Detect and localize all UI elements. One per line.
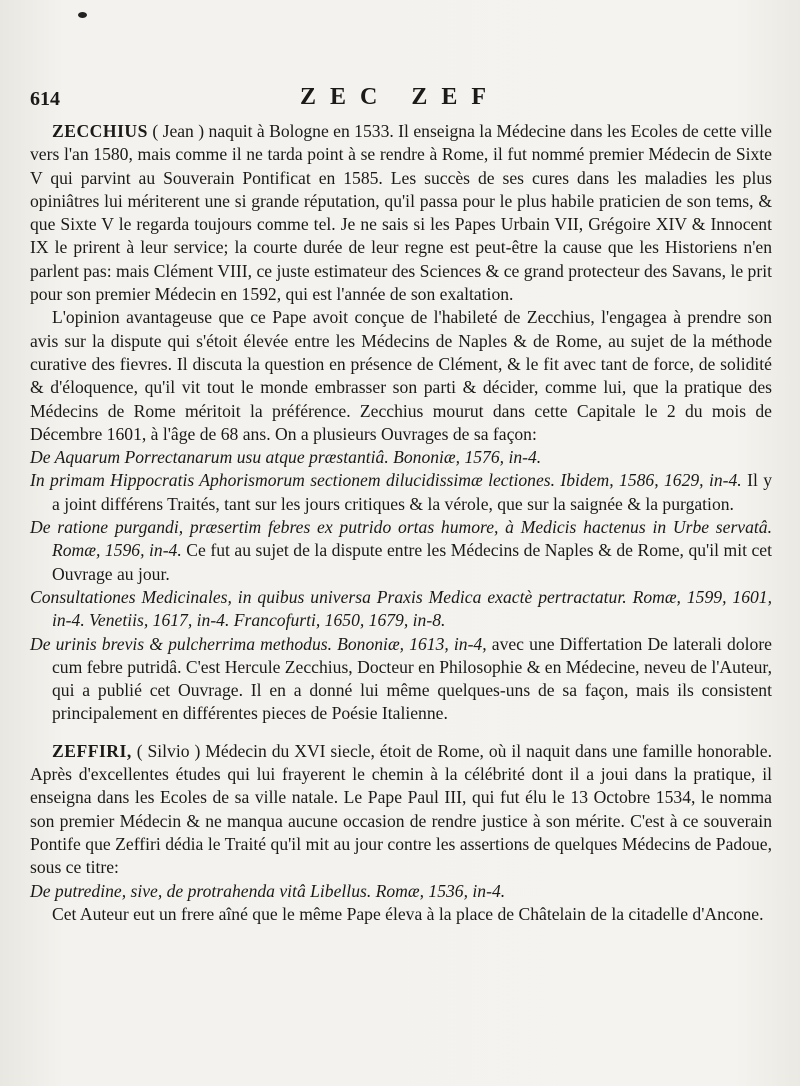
entry-paragraph: L'opinion avantageuse que ce Pape avoit conçue de l'habileté de Zecchius, l'engagea à prendre son avis sur la dispute qui s'étoit élevée entre les Médecins de Naples & de Rome, au sujet de la méthode curative des fievres. Il discuta la question en présence de Clément, & le fit avec tant de force, de solidité & d'éloquence, qu'il vit tout le monde embrasser son parti & décider, comme lui, que la pratique des Médecins de Rome méritoit la préférence. Zecchius mourut dans cette Capitale le 2 du mois de Décembre 1601, à l'âge de 68 ans. On a plusieurs Ouvrages de sa façon:: [30, 307, 772, 444]
work-item: [30, 446, 772, 469]
work-title: In primam Hippocratis Aphorismorum sectionem dilucidissimæ lectiones. Ibidem, 1586, 1629, in-4.: [30, 470, 742, 491]
entry-text: ( Jean ) naquit à Bologne en 1533. Il enseigna la Médecine dans les Ecoles de cette ville vers l'an 1580, mais comme il ne tarda point à se rendre à Rome, il fut nommé premier Médecin de Sixte V qui parvint au Souverain Pontificat en 1585. Les succès de ses cures dans les maladies les plus opiniâtres lui mériterent une si grande réputation, qu'il passa pour le plus habile praticien de son tems, & que Sixte V le regarda toujours comme tel. Je ne sais si les Papes Urbain VII, Grégoire XIV & Innocent IX le prirent à leur service; la courte durée de leur regne est peut-être la cause que les Historiens n'en parlent pas: mais Clément VIII, ce juste estimateur des Sciences & ce grand protecteur des Savans, le prit pour son premier Médecin en 1592, qui est l'année de son exaltation.: [30, 121, 772, 305]
work-item: [30, 469, 772, 516]
entry-closing: Cet Auteur eut un frere aîné que le même Pape éleva à la place de Châtelain de la citadelle d'Ancone.: [52, 903, 764, 924]
work-title: De putredine, sive, de protrahenda vitâ Libellus. Romæ, 1536, in-4.: [30, 880, 506, 901]
page-number: 614: [30, 88, 60, 110]
work-title: De ratione purgandi, præsertim febres ex putrido ortas humore, à Medicis hactenus in Urbe servatâ. Romæ, 1596, in-4.: [30, 517, 772, 561]
work-title: De urinis brevis & pulcherrima methodus. Bononiæ, 1613, in-4,: [30, 633, 487, 654]
work-title: De Aquarum Porrectanarum usu atque præstantiâ. Bononiæ, 1576, in-4.: [30, 447, 542, 468]
page-header: [30, 84, 770, 114]
entry-zeffiri-intro: [30, 740, 772, 880]
entry-name: ZEFFIRI,: [52, 740, 132, 761]
work-item: [30, 880, 772, 903]
running-head: ZEC ZEF: [299, 84, 501, 110]
entry-name: ZECCHIUS: [52, 121, 148, 141]
work-item: [30, 586, 772, 633]
page-body: [30, 120, 772, 926]
entry-zecchius-intro: [30, 120, 772, 306]
work-title: Consultationes Medicinales, in quibus universa Praxis Medica exactè pertractatur. Romæ, 1599, 1601, in-4. Venetiis, 1617, in-4. Francofurti, 1650, 1679, in-8.: [30, 586, 772, 631]
ink-spot: [78, 12, 87, 18]
entry-text: ( Silvio ) Médecin du XVI siecle, étoit de Rome, où il naquit dans une famille honorable. Après d'excellentes études qui lui frayerent le chemin à la célébrité dont il a joui dans la pratique, il enseigna dans les Ecoles de sa ville natale. Le Pape Paul III, qui fut élu le 13 Octobre 1534, le nomma son premier Médecin & ne manqua aucune occasion de rendre justice à son mérite. C'est à ce souverain Pontife que Zeffiri dédia le Traité qu'il mit au jour contre les assertions de quelques Médecins de Padoue, sous ce titre:: [30, 740, 773, 878]
work-item: [30, 516, 772, 586]
work-item: [30, 633, 772, 726]
entry-separator: [30, 726, 772, 740]
work-note: Ce fut au sujet de la dispute entre les Médecins de Naples & de Rome, qu'il mit cet Ouvrage au jour.: [52, 540, 772, 584]
work-note: Il y a joint différens Traités, tant sur les jours critiques & la vérole, que sur la saignée & la purgation.: [52, 470, 772, 514]
work-note: avec une Differtation De laterali dolore cum febre putridâ. C'est Hercule Zecchius, Docteur en Philosophie & en Médecine, neveu de l'Auteur, qui a publié cet Ouvrage. Il en a donné lui même quelques-uns de sa façon, mais ils consistent principalement en différentes pieces de Poésie Italienne.: [52, 633, 772, 724]
